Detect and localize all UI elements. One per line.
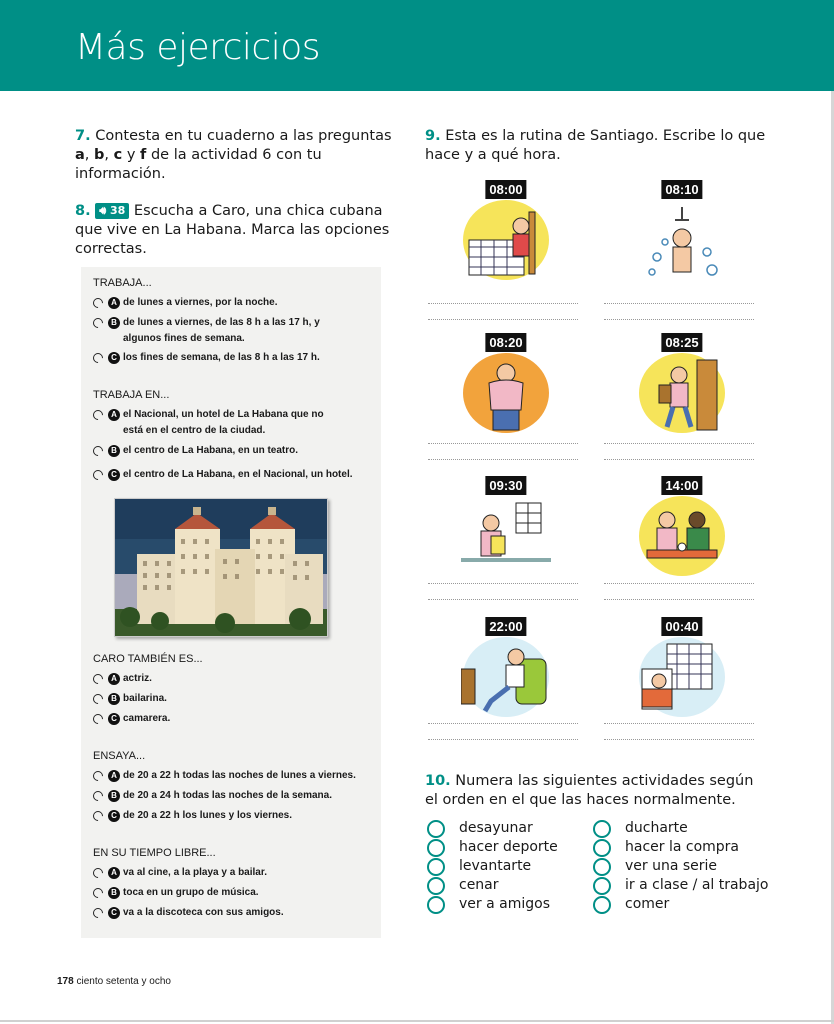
activity-label: hacer la compra (625, 839, 740, 855)
audio-track-number: 38 (110, 204, 126, 217)
option-letter: B (108, 317, 120, 329)
answer-line[interactable] (604, 723, 754, 724)
activity-item[interactable] (427, 857, 531, 876)
option-letter: A (108, 297, 120, 309)
routine-picture (451, 333, 561, 453)
routine-picture (627, 333, 737, 453)
exercise-10-text: Numera las siguientes actividades según el orden en el que las haces normalmente. (425, 773, 754, 808)
quiz-option[interactable] (93, 350, 373, 366)
time-badge: 22:00 (485, 617, 526, 636)
number-circle-input[interactable] (593, 858, 611, 876)
waking-up-illustration (461, 202, 551, 280)
page-footer (57, 976, 171, 987)
option-text: el Nacional, un hotel de La Habana que no está en el centro de la ciudad. (123, 409, 324, 436)
exercise-9-number: 9. (425, 128, 441, 144)
activity-item[interactable] (593, 819, 688, 838)
number-circle-input[interactable] (427, 858, 445, 876)
quiz-option[interactable] (93, 443, 373, 459)
quiz-section-title: ENSAYA... (93, 750, 146, 762)
class-arrival-illustration (461, 498, 551, 576)
checkbox-icon[interactable] (91, 444, 105, 458)
exercise-7-y: y (122, 147, 141, 163)
shower-illustration (637, 202, 727, 280)
exercise-7-number: 7. (75, 128, 91, 144)
activity-item[interactable] (593, 838, 739, 857)
option-text: va a la discoteca con sus amigos. (123, 907, 284, 918)
exercise-8 (75, 202, 410, 259)
quiz-section-title: TRABAJA... (93, 277, 152, 289)
answer-line[interactable] (428, 599, 578, 600)
hotel-nacional-photo (114, 498, 328, 637)
quiz-section-title: CARO TAMBIÉN ES... (93, 653, 203, 665)
time-badge: 08:10 (661, 180, 702, 199)
quiz-option[interactable] (93, 905, 373, 921)
checkbox-icon[interactable] (91, 906, 105, 920)
option-text: de lunes a viernes, de las 8 h a las 17 h, y algunos fines de semana. (123, 317, 320, 344)
activity-label: ir a clase / al trabajo (625, 877, 769, 893)
checkbox-icon[interactable] (91, 672, 105, 686)
bottom-divider (0, 1020, 834, 1022)
option-text: actriz. (123, 673, 152, 684)
option-letter: B (108, 790, 120, 802)
exercise-9-text: Esta es la rutina de Santiago. Escribe lo que hace y a qué hora. (425, 128, 766, 163)
exercise-7-a: a (75, 147, 85, 163)
option-text: el centro de La Habana, en el Nacional, un hotel. (123, 469, 353, 480)
quiz-option[interactable] (93, 315, 373, 347)
activity-label: ver una serie (625, 858, 718, 874)
answer-line[interactable] (428, 319, 578, 320)
exercise-7 (75, 127, 410, 184)
answer-line[interactable] (428, 303, 578, 304)
activity-item[interactable] (593, 895, 669, 914)
answer-line[interactable] (604, 303, 754, 304)
quiz-option[interactable] (93, 671, 373, 687)
sleeping-illustration (637, 639, 727, 717)
quiz-option[interactable] (93, 865, 373, 881)
checkbox-icon[interactable] (91, 692, 105, 706)
option-text: de lunes a viernes, por la noche. (123, 297, 278, 308)
option-text: va al cine, a la playa y a bailar. (123, 867, 267, 878)
exercise-7-comma: , (84, 147, 90, 163)
option-text: de 20 a 22 h los lunes y los viernes. (123, 810, 292, 821)
checkbox-icon[interactable] (91, 712, 105, 726)
page-number-words: ciento setenta y ocho (76, 976, 171, 987)
checkbox-icon[interactable] (91, 316, 105, 330)
time-badge: 00:40 (661, 617, 702, 636)
activity-label: comer (625, 896, 670, 912)
routine-picture (627, 476, 737, 596)
watching-tv-illustration (461, 639, 551, 717)
option-letter: A (108, 409, 120, 421)
answer-line[interactable] (604, 739, 754, 740)
quiz-section-title: TRABAJA EN... (93, 389, 170, 401)
option-letter: A (108, 867, 120, 879)
answer-line[interactable] (604, 599, 754, 600)
activity-label: levantarte (459, 858, 532, 874)
time-badge: 09:30 (485, 476, 526, 495)
quiz-option[interactable] (93, 407, 373, 439)
activity-item[interactable] (427, 819, 533, 838)
option-letter: B (108, 693, 120, 705)
page-number: 178 (57, 976, 74, 987)
routine-picture (451, 617, 561, 737)
speaker-icon: 🔊︎ (99, 204, 107, 217)
exercise-7-sep: , (104, 147, 114, 163)
activity-label: cenar (459, 877, 499, 893)
answer-line[interactable] (428, 443, 578, 444)
answer-line[interactable] (604, 319, 754, 320)
answer-line[interactable] (428, 583, 578, 584)
checkbox-icon[interactable] (91, 789, 105, 803)
quiz-option[interactable] (93, 788, 373, 804)
answer-line[interactable] (604, 443, 754, 444)
option-text: toca en un grupo de música. (123, 887, 259, 898)
routine-picture (451, 180, 561, 300)
number-circle-input[interactable] (593, 839, 611, 857)
option-text: de 20 a 24 h todas las noches de la semana. (123, 790, 332, 801)
exercise-7-text-b: de la actividad 6 con tu información. (75, 147, 322, 182)
option-text: camarera. (123, 713, 171, 724)
option-letter: C (108, 810, 120, 822)
option-letter: C (108, 713, 120, 725)
option-text: bailarina. (123, 693, 167, 704)
exercise-10-number: 10. (425, 773, 451, 789)
number-circle-input[interactable] (427, 839, 445, 857)
number-circle-input[interactable] (593, 820, 611, 838)
page-header (0, 0, 834, 91)
checkbox-icon[interactable] (91, 351, 105, 365)
routine-picture (627, 617, 737, 737)
activity-item[interactable] (427, 838, 558, 857)
exercise-8-text: Escucha a Caro, una chica cubana que vive en La Habana. Marca las opciones correctas. (75, 203, 390, 257)
lunch-illustration (637, 498, 727, 576)
option-text: el centro de La Habana, en un teatro. (123, 445, 299, 456)
option-letter: C (108, 469, 120, 481)
time-badge: 08:25 (661, 333, 702, 352)
exercise-8-number: 8. (75, 203, 91, 219)
checkbox-icon[interactable] (91, 296, 105, 310)
answer-line[interactable] (604, 583, 754, 584)
checkbox-icon[interactable] (91, 866, 105, 880)
checkbox-icon[interactable] (91, 809, 105, 823)
activity-item[interactable] (593, 876, 768, 895)
option-letter: A (108, 770, 120, 782)
time-badge: 08:20 (485, 333, 526, 352)
listening-quiz-box (81, 267, 381, 938)
number-circle-input[interactable] (427, 896, 445, 914)
quiz-option[interactable] (93, 808, 373, 824)
answer-line[interactable] (428, 739, 578, 740)
option-text: de 20 a 22 h todas las noches de lunes a viernes. (123, 770, 356, 781)
quiz-option[interactable] (93, 295, 373, 311)
activity-label: ver a amigos (459, 896, 550, 912)
audio-track-button[interactable] (95, 203, 129, 219)
number-circle-input[interactable] (593, 896, 611, 914)
hotel-illustration (115, 499, 327, 636)
routine-picture (451, 476, 561, 596)
exercise-7-b: b (94, 147, 105, 163)
quiz-option[interactable] (93, 885, 373, 901)
answer-line[interactable] (604, 459, 754, 460)
option-letter: B (108, 445, 120, 457)
activity-label: desayunar (459, 820, 533, 836)
time-badge: 08:00 (485, 180, 526, 199)
activity-item[interactable] (427, 895, 550, 914)
checkbox-icon[interactable] (91, 886, 105, 900)
exercise-7-c: c (113, 147, 123, 163)
activity-label: ducharte (625, 820, 688, 836)
quiz-option[interactable] (93, 711, 373, 727)
option-letter: C (108, 907, 120, 919)
number-circle-input[interactable] (593, 877, 611, 895)
option-letter: A (108, 673, 120, 685)
option-text: los fines de semana, de las 8 h a las 17 h. (123, 352, 320, 363)
page-title: Más ejercicios (75, 27, 320, 68)
exercise-10 (425, 772, 770, 810)
exercise-9 (425, 127, 770, 165)
leaving-home-illustration (637, 355, 727, 433)
answer-line[interactable] (428, 723, 578, 724)
quiz-section-title: EN SU TIEMPO LIBRE... (93, 847, 216, 859)
activity-item[interactable] (427, 876, 499, 895)
checkbox-icon[interactable] (91, 468, 105, 482)
time-badge: 14:00 (661, 476, 702, 495)
quiz-option[interactable] (93, 467, 373, 483)
exercise-7-text-a: Contesta en tu cuaderno a las preguntas (95, 128, 392, 144)
option-letter: B (108, 887, 120, 899)
routine-picture (627, 180, 737, 300)
quiz-option[interactable] (93, 768, 373, 784)
exercise-7-f: f (140, 147, 147, 163)
checkbox-icon[interactable] (91, 769, 105, 783)
number-circle-input[interactable] (427, 820, 445, 838)
getting-dressed-illustration (461, 355, 551, 433)
number-circle-input[interactable] (427, 877, 445, 895)
checkbox-icon[interactable] (91, 408, 105, 422)
quiz-option[interactable] (93, 691, 373, 707)
option-letter: C (108, 352, 120, 364)
answer-line[interactable] (428, 459, 578, 460)
activity-item[interactable] (593, 857, 717, 876)
activity-label: hacer deporte (459, 839, 558, 855)
